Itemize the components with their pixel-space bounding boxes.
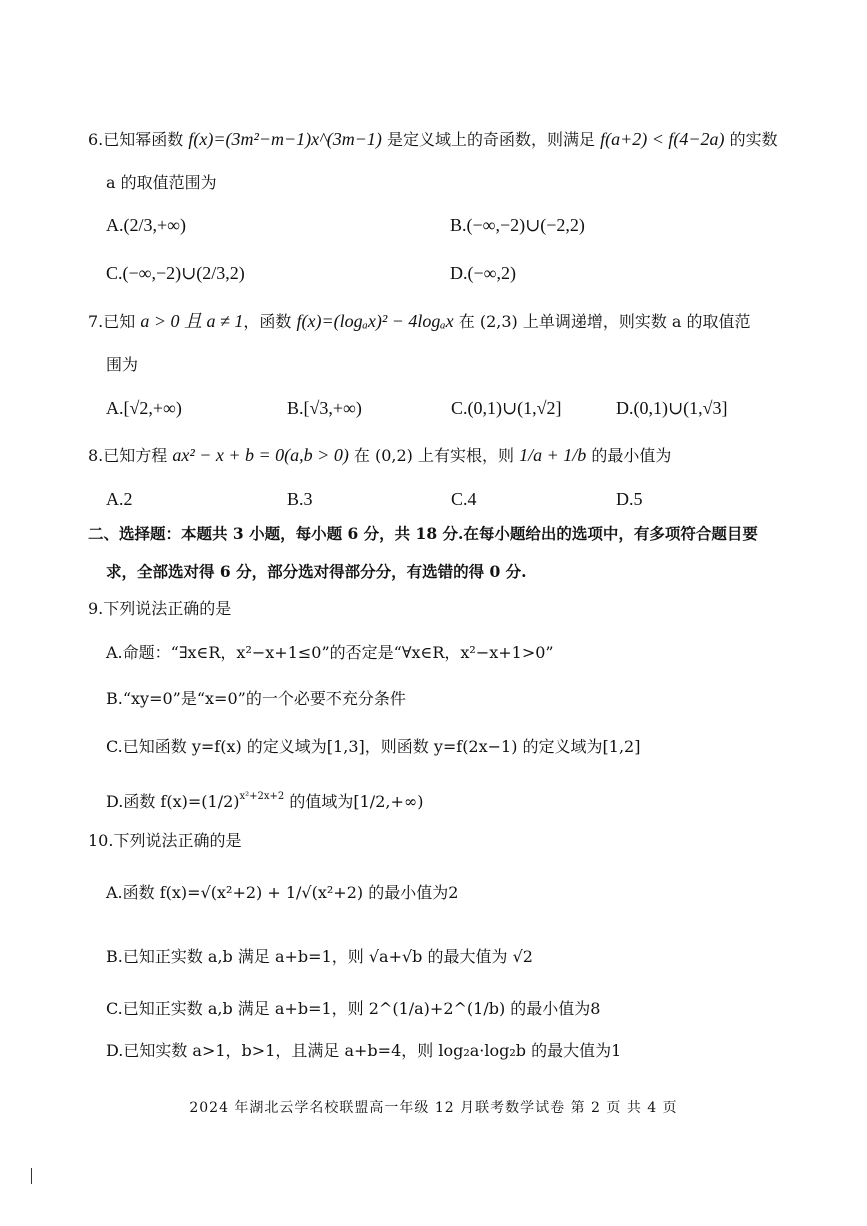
q8-option-a: A.2 <box>106 489 133 509</box>
q6-option-a: A.(2/3,+∞) <box>106 215 186 235</box>
q8-stem: 8.已知方程 ax² − x + b = 0(a,b > 0) 在 (0,2) 上有实根，则 1/a + 1/b 的最小值为 <box>88 445 672 465</box>
q8-option-d: D.5 <box>616 489 643 509</box>
q7-option-a: A.[√2,+∞) <box>106 398 182 418</box>
q6-option-d: D.(−∞,2) <box>450 263 516 283</box>
q8-formula: ax² − x + b = 0(a,b > 0) <box>172 445 349 465</box>
q8-option-b: B.3 <box>287 489 313 509</box>
q7-stem-line2: 围为 <box>106 355 139 374</box>
q9-option-b: B.“xy=0”是“x=0”的一个必要不充分条件 <box>106 689 406 708</box>
q9-option-a: A.命题：“∃x∈R，x²−x+1≤0”的否定是“∀x∈R，x²−x+1>0” <box>106 643 554 662</box>
q6-condition: f(a+2) < f(4−2a) <box>600 129 725 149</box>
q9-d-exponent: x²+2x+2 <box>239 791 285 802</box>
q7-option-b: B.[√3,+∞) <box>287 398 362 418</box>
q7-formula: f(x)=(logₐx)² − 4logₐx <box>296 311 454 331</box>
text-cursor <box>31 1168 32 1184</box>
q10-option-c: C.已知正实数 a,b 满足 a+b=1，则 2^(1/a)+2^(1/b) 的最小值为8 <box>106 999 601 1018</box>
q8-option-c: C.4 <box>451 489 477 509</box>
q6-stem-line2: a 的取值范围为 <box>106 173 217 192</box>
q6-option-b: B.(−∞,−2)∪(−2,2) <box>450 215 585 235</box>
q9-option-c: C.已知函数 y=f(x) 的定义域为[1,3]，则函数 y=f(2x−1) 的定义域为[1,2] <box>106 737 641 756</box>
section2-heading-line1: 二、选择题：本题共 3 小题，每小题 6 分，共 18 分.在每小题给出的选项中，有多项符合题目要 <box>88 524 758 543</box>
section2-heading-line2: 求，全部选对得 6 分，部分选对得部分分，有选错的得 0 分. <box>106 562 527 581</box>
q10-option-a: A.函数 f(x)=√(x²+2) + 1/√(x²+2) 的最小值为2 <box>106 883 459 902</box>
q8-expression: 1/a + 1/b <box>519 445 587 465</box>
q6-option-c: C.(−∞,−2)∪(2/3,2) <box>106 263 245 283</box>
q7-stem-line1: 7.已知 a > 0 且 a ≠ 1，函数 f(x)=(logₐx)² − 4logₐx 在 (2,3) 上单调递增，则实数 a 的取值范 <box>88 311 751 331</box>
q9-stem: 9.下列说法正确的是 <box>88 599 232 618</box>
q6-formula: f(x)=(3m²−m−1)x^(3m−1) <box>188 129 382 149</box>
page-footer: 2024 年湖北云学名校联盟高一年级 12 月联考数学试卷 第 2 页 共 4 页 <box>189 1100 678 1116</box>
q7-option-c: C.(0,1)∪(1,√2] <box>451 398 562 418</box>
q7-option-d: D.(0,1)∪(1,√3] <box>616 398 728 418</box>
q10-option-b: B.已知正实数 a,b 满足 a+b=1，则 √a+√b 的最大值为 √2 <box>106 947 533 966</box>
q10-stem: 10.下列说法正确的是 <box>88 831 242 850</box>
q6-stem-line1: 6.已知幂函数 f(x)=(3m²−m−1)x^(3m−1) 是定义域上的奇函数，则满足 f(a+2) < f(4−2a) 的实数 <box>88 129 778 149</box>
q9-option-d: D.函数 $f(x)=(1/2)^{x^2+2x+2}$ 的值域为[1/2,+∞) <box>106 791 424 811</box>
q10-option-d: D.已知实数 a>1，b>1，且满足 a+b=4，则 log₂a·log₂b 的最大值为1 <box>106 1041 622 1060</box>
